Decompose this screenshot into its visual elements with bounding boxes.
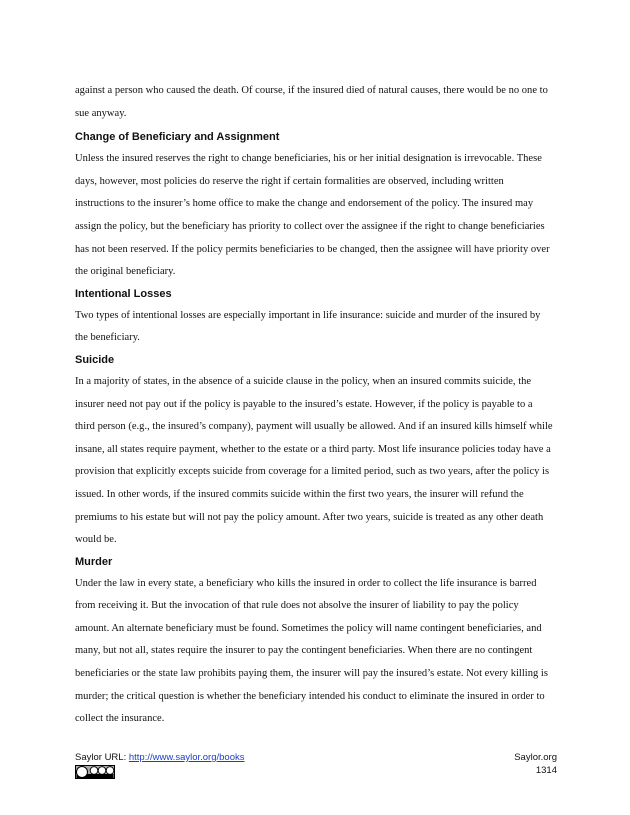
footer-source: [75, 752, 245, 763]
footer-publisher: [514, 752, 557, 777]
creative-commons-license-icon[interactable]: [75, 765, 115, 779]
footer-url-link[interactable]: http://www.saylor.org/books: [128, 752, 245, 763]
heading-change-of-beneficiary: Change of Beneficiary and Assignment: [75, 131, 280, 144]
footer-url-label: Saylor URL:: [75, 752, 129, 763]
heading-suicide: Suicide: [75, 353, 115, 366]
paragraph-intentional-losses: Two types of intentional losses are especially important in life insurance: suicide and murder of the insured by the beneficiary.: [75, 309, 541, 344]
heading-murder: Murder: [75, 555, 113, 568]
page-footer: [75, 752, 557, 792]
paragraph-murder: Under the law in every state, a beneficiary who kills the insured in order to collect the life insurance is barred from receiving it. But the invocation of that rule does not absolve the insurer of liability to pay the policy amount. An alternate beneficiary must be found. Sometimes the policy will name contingent beneficiaries, and many, but not all, states require the insurer to pay the contingent beneficiaries. When there are no contingent beneficiaries or the state law prohibits paying them, the insurer will pay the insured’s estate. Not every killing is murder; the critical question is whether the beneficiary intended his conduct to eliminate the insured in order to collect the insurance.: [75, 577, 548, 725]
document-page: [75, 80, 555, 731]
footer-site: Saylor.org: [514, 752, 557, 763]
footer-page-number: 1314: [535, 764, 557, 776]
paragraph-intro: against a person who caused the death. Of course, if the insured died of natural causes, there would be no one to sue anyway.: [75, 85, 548, 119]
heading-intentional-losses: Intentional Losses: [75, 287, 172, 300]
paragraph-suicide: In a majority of states, in the absence of a suicide clause in the policy, when an insured commits suicide, the insurer need not pay out if the policy is payable to the insured’s estate. However, if the policy is payable to a third person (e.g., the insured’s company), payment will usually be allowed. And if an insured kills himself while insane, all states require payment, whether to the estate or a third party. Most life insurance policies today have a provision that explicitly excepts suicide from coverage for a limited period, such as two years, after the policy is issued. In other words, if the insured commits suicide within the first two years, the insurer will refund the premiums to his estate but will not pay the policy amount. After two years, suicide is treated as any other death would be.: [75, 375, 553, 546]
paragraph-change-of-beneficiary: Unless the insured reserves the right to change beneficiaries, his or her initial designation is irrevocable. These days, however, most policies do reserve the right if certain formalities are observed, including written instructions to the insurer’s home office to make the change and endorsement of the policy. The insured may assign the policy, but the beneficiary has priority to collect over the assignee if the right to change beneficiaries has not been reserved. If the policy permits beneficiaries to be changed, then the assignee will have priority over the original beneficiary.: [75, 153, 550, 278]
